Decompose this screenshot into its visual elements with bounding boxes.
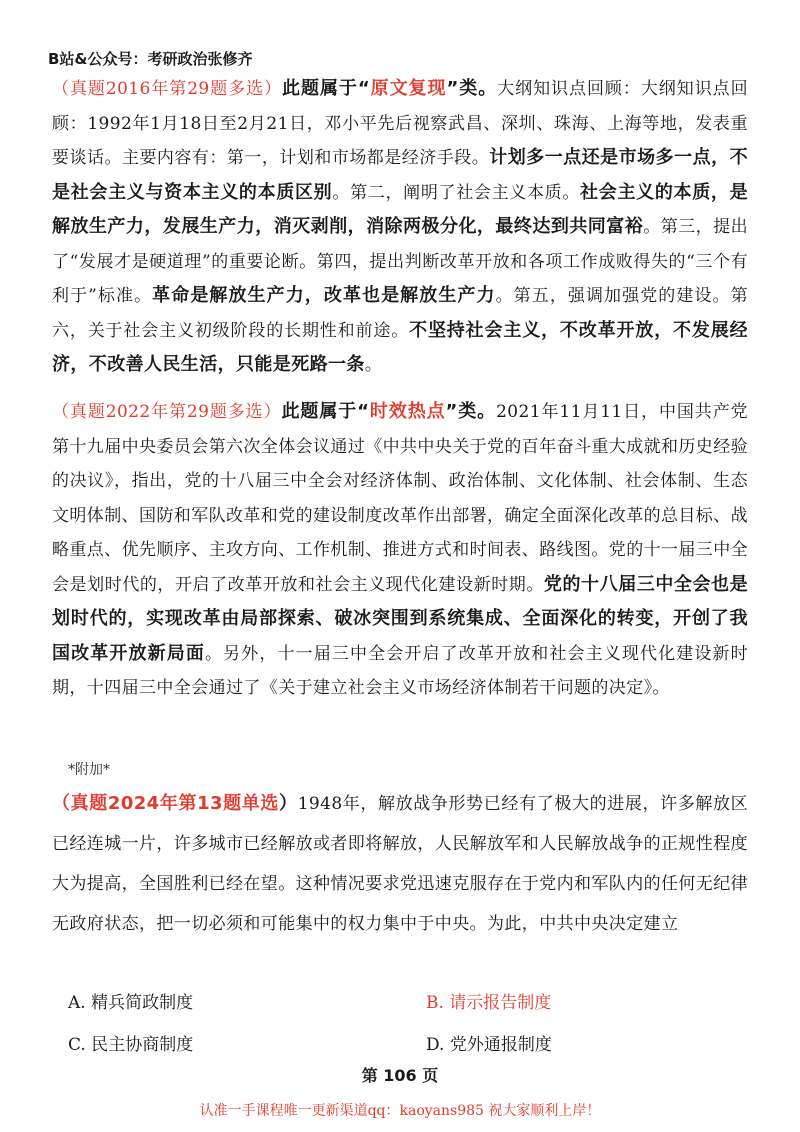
question-tag: 真题2024年第13题单选 [70, 793, 280, 814]
question-tag: 真题2016年第29题多选 [69, 79, 265, 99]
question-2016-explanation [52, 72, 748, 383]
tag-close: ） [279, 793, 298, 814]
bold-key-point: 社会主义的本质，是解放生产力，发展生产力，消灭剥削，消除两极分化，最终达到共同富裕 [52, 181, 748, 237]
type-suffix: ”类。 [445, 401, 497, 422]
bold-key-point: 党的十八届三中全会也是划时代的，实现改革由局部探索、破冰突围到系统集成、全面深化的转变，开创了我国改革开放新局面 [52, 573, 749, 664]
question-stem: 1948年，解放战争形势已经有了极大的进展，许多解放区已经连城一片，许多城市已经解放或者即将解放，人民解放军和人民解放战争的正规性程度大为提高，全国胜利已经在望。这种情况要求党迅速克服存在于党内和军队内的任何无纪律无政府状态，把一切必须和可能集中的权力集中于中央。为此，中共中央决定建立 [52, 794, 749, 934]
type-prefix: 此题属于“ [282, 78, 371, 99]
explanation-text: 。第五，强调加强党的建设。第六，关于社会主义初级阶段的长期性和前途。 [52, 286, 748, 341]
tag-open: （ [52, 79, 70, 99]
explanation-text: 。另外，十一届三中全会开启了改革开放和社会主义现代化建设新时期，十四届三中全会通过了《关于建立社会主义市场经济体制若干问题的决定》。 [52, 643, 749, 698]
option-b-correct: B. 请示报告制度 [426, 993, 552, 1013]
option-d: D. 党外通报制度 [426, 1035, 552, 1055]
appendix-label: *附加* [68, 762, 110, 778]
question-2022-explanation [52, 395, 748, 706]
bold-key-point: 不坚持社会主义，不改革开放，不发展经济，不改善人民生活，只能是死路一条 [52, 319, 749, 375]
type-highlight: 原文复现 [370, 78, 447, 99]
type-prefix: 此题属于“ [281, 401, 370, 422]
explanation-text: 。 [364, 355, 383, 375]
question-2024-stem [52, 784, 748, 944]
question-tag: 真题2022年第29题多选 [69, 402, 264, 422]
tag-open: （ [52, 793, 71, 814]
explanation-text: 。第三，提出了“发展才是硬道理”的重要论断。第四，提出判断改革开放和各项工作成败得失的“三个有利于”标准。 [52, 217, 748, 306]
option-c: C. 民主协商制度 [68, 1035, 194, 1055]
explanation-text: 2021年11月11日，中国共产党第十九届中央委员会第六次全体会议通过《中共中央关于党的百年奋斗重大成就和历史经验的决议》，指出，党的十八届三中全会对经济体制、政治体制、文化体制、社会体制、生态文明体制、国防和军队改革和党的建设制度改革作出部署，确定全面深化改革的总目标、战略重点、优先顺序、主攻方向、工作机制、推进方式和时间表、路线图。党的十一届三中全会是划时代的，开启了改革开放和社会主义现代化建设新时期。 [52, 402, 749, 595]
option-a: A. 精兵简政制度 [68, 993, 194, 1013]
page-number: 第 106 页 [361, 1066, 439, 1085]
footer-note: 认准一手课程唯一更新渠道qq：kaoyans985 祝大家顺利上岸！ [199, 1103, 601, 1119]
tag-open: （ [52, 402, 70, 422]
header-brand: B站&公众号：考研政治张修齐 [48, 50, 253, 68]
tag-close: ） [264, 79, 283, 99]
bold-key-point: 计划多一点还是市场多一点，不是社会主义与资本主义的本质区别 [52, 147, 748, 203]
tag-close: ） [263, 402, 282, 422]
type-suffix: ”类。 [446, 78, 498, 99]
explanation-text: 大纲知识点回顾：大纲知识点回顾：1992年1月18日至2月21日，邓小平先后视察武昌、深圳、珠海、上海等地，发表重要谈话。主要内容有：第一，计划和市场都是经济手段。 [52, 79, 749, 168]
bold-key-point: 革命是解放生产力，改革也是解放生产力 [152, 285, 496, 306]
type-highlight: 时效热点 [369, 401, 446, 422]
explanation-text: 。第二，阐明了社会主义本质。 [332, 182, 581, 203]
